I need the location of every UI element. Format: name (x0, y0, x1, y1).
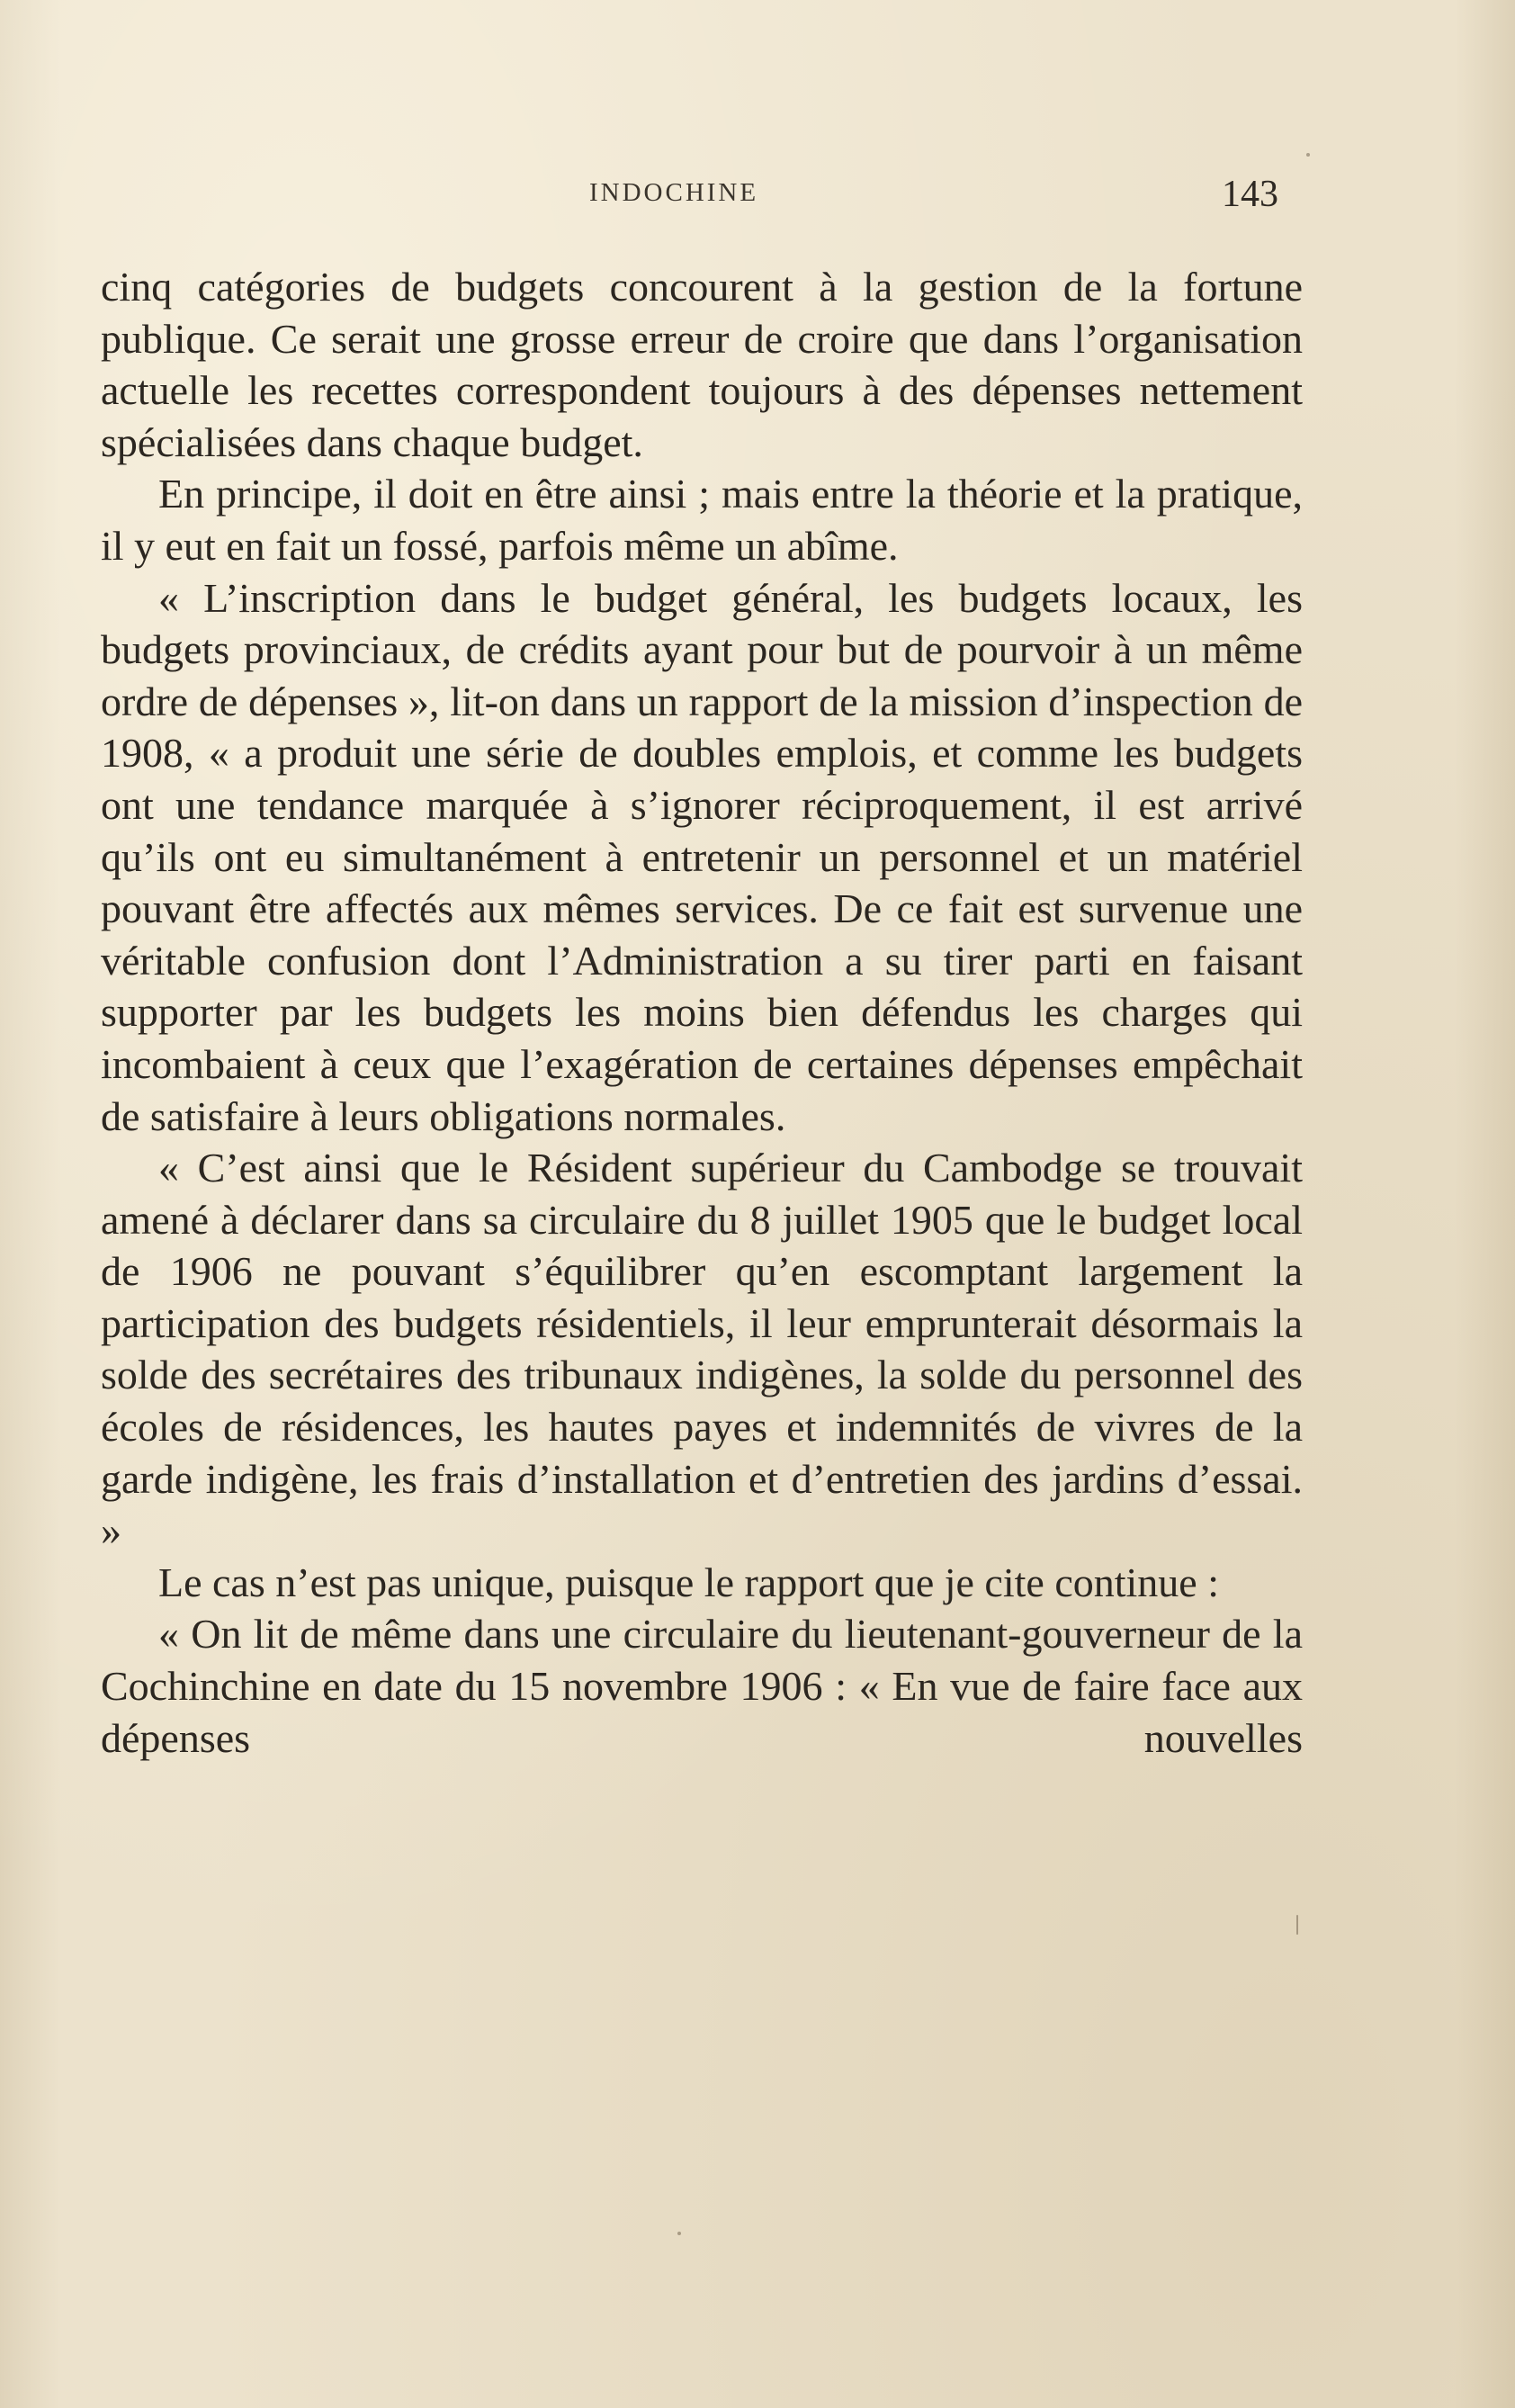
paragraph-6: « On lit de même dans une circulaire du lieutenant-gouverneur de la Cochinchine en date du 15 novembre 1906 : « En vue de faire face aux dépenses nouvelles (101, 1611, 1303, 1761)
page-number: 143 (1222, 174, 1278, 215)
running-title: INDOCHINE (589, 178, 759, 207)
running-head (0, 174, 1515, 223)
paragraph-4: « C’est ainsi que le Résident supérieur du Cambodge se trouvait amené à déclarer dans sa circulaire du 8 juillet 1905 que le budget local de 1906 ne pouvant s’équilibrer qu’en escomptant largement la participation des budgets résidentiels, il leur emprunterait désormais la solde des secrétaires des tribunaux indigènes, la solde du personnel des écoles de résidences, les hautes payes et indemnités de vivres de la garde indigène, les frais d’installation et d’entretien des jardins d’essai. » (101, 1145, 1303, 1554)
body-text (101, 261, 1303, 1764)
paper-speck (1296, 1915, 1298, 1935)
paragraph-1: cinq catégories de budgets concourent à la gestion de la fortune publique. Ce serait une grosse erreur de croire que dans l’organisation actuelle les recettes correspondent toujours à des dépenses nettement spécialisées dans chaque budget. (101, 264, 1303, 465)
paragraph-3: « L’inscription dans le budget général, les budgets locaux, les budgets provinciaux, de crédits ayant pour but de pourvoir à un même ordre de dépenses », lit-on dans un rapport de la mission d’inspection de 1908, « a produit une série de doubles emplois, et comme les budgets ont une tendance marquée à s’ignorer réciproquement, il est arrivé qu’ils ont eu simultanément à entretenir un personnel et un matériel pouvant être affectés aux mêmes services. De ce fait est survenue une véritable confusion dont l’Administration a su tirer parti en faisant supporter par les budgets les moins bien défendus les charges qui incombaient à ceux que l’exagération de certaines dépenses empêchait de satisfaire à leurs obligations normales. (101, 574, 1303, 1139)
paragraph-5: Le cas n’est pas unique, puisque le rapport que je cite continue : (158, 1559, 1219, 1605)
paper-speck (677, 2232, 681, 2235)
paragraph-2: En principe, il doit en être ainsi ; mais entre la théorie et la pratique, il y eut en fait un fossé, parfois même un abîme. (101, 471, 1303, 569)
paper-speck (1306, 153, 1310, 157)
